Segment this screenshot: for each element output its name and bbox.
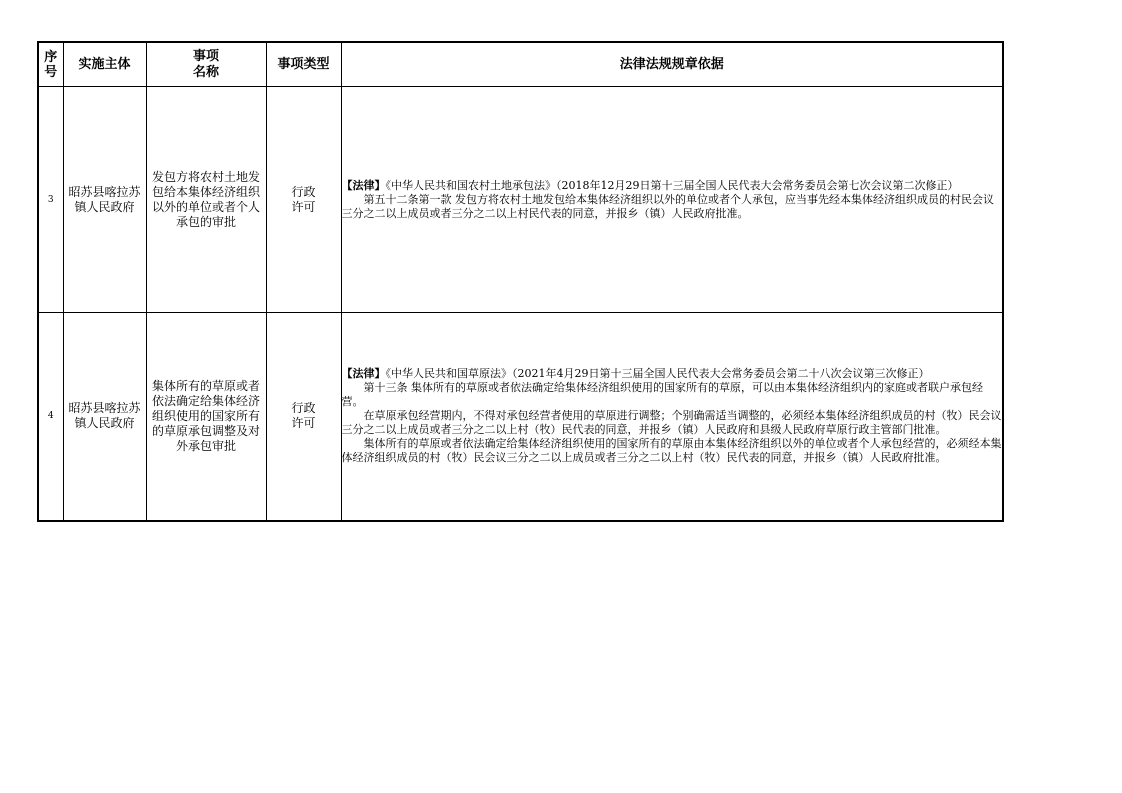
law-reference <box>342 367 1003 381</box>
legal-basis <box>341 313 1003 521</box>
item-type-label: 行政许可 <box>291 401 316 431</box>
law-title: 《中华人民共和国草原法》（2021年4月29日第十三届全国人民代表大会常务委员会第二十八次会议第三次修正） <box>385 367 930 381</box>
row-number: 3 <box>38 87 63 313</box>
implementing-subject: 昭苏县喀拉苏镇人民政府 <box>63 313 146 521</box>
header-subject: 实施主体 <box>63 42 146 87</box>
item-type <box>266 87 341 313</box>
header-basis: 法律法规规章依据 <box>341 42 1003 87</box>
row-number: 4 <box>38 313 63 521</box>
header-name <box>146 42 266 87</box>
item-table <box>37 41 1004 522</box>
item-name: 集体所有的草原或者依法确定给集体经济组织使用的国家所有的草原承包调整及对外承包审批 <box>146 313 266 521</box>
legal-basis <box>341 87 1003 313</box>
law-article: 集体所有的草原或者依法确定给集体经济组织使用的国家所有的草原由本集体经济组织以外的单位或者个人承包经营的，必须经本集体经济组织成员的村（牧）民会议三分之二以上成员或者三分之二以上村（牧）民代表的同意，并报乡（镇）人民政府批准。 <box>341 437 1002 465</box>
law-tag: 【法律】 <box>341 367 386 381</box>
law-article: 第五十二条第一款 发包方将农村土地发包给本集体经济组织以外的单位或者个人承包，应当事先经本集体经济组织成员的村民会议三分之二以上成员或者三分之二以上村民代表的同意，并报乡（镇）人民政府批准。 <box>341 192 994 220</box>
header-row <box>38 42 1003 87</box>
header-type: 事项类型 <box>266 42 341 87</box>
law-tag: 【法律】 <box>341 178 386 192</box>
law-article: 第十三条 集体所有的草原或者依法确定给集体经济组织使用的国家所有的草原，可以由本集体经济组织内的家庭或者联户承包经营。 <box>341 381 983 409</box>
item-name: 发包方将农村土地发包给本集体经济组织以外的单位或者个人承包的审批 <box>146 87 266 313</box>
item-type <box>266 313 341 521</box>
header-name-label: 事项名称 <box>192 48 219 80</box>
table-row <box>38 87 1003 313</box>
law-title: 《中华人民共和国农村土地承包法》（2018年12月29日第十三届全国人民代表大会常务委员会第七次会议第二次修正） <box>385 178 959 192</box>
implementing-subject: 昭苏县喀拉苏镇人民政府 <box>63 87 146 313</box>
law-article: 在草原承包经营期内，不得对承包经营者使用的草原进行调整；个别确需适当调整的，必须经本集体经济组织成员的村（牧）民会议三分之二以上成员或者三分之二以上村（牧）民代表的同意，并报乡（镇）人民政府和县级人民政府草原行政主管部门批准。 <box>341 409 1002 437</box>
law-reference <box>342 179 1003 193</box>
table-row <box>38 313 1003 521</box>
header-no <box>38 42 63 87</box>
header-no-label: 序号 <box>44 49 58 80</box>
item-type-label: 行政许可 <box>291 184 316 214</box>
